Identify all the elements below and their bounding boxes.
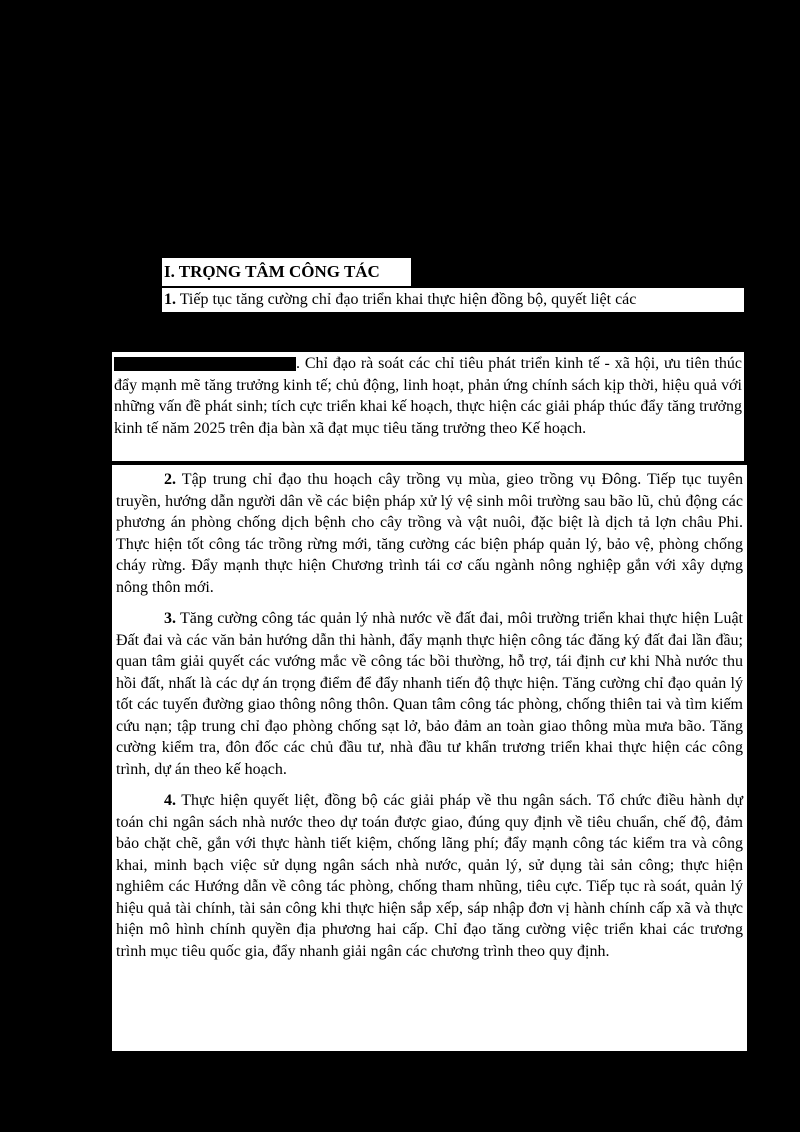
item-1-body-text: . Chỉ đạo rà soát các chỉ tiêu phát triển kinh tế - xã hội, ưu tiên thúc đẩy mạnh mẽ tăng trưởng kinh tế; chủ động, linh hoạt, phản ứng chính sách kịp thời, hiệu quả với những vấn đề phát sinh; tích cực triển khai kế hoạch, thực hiện các giải pháp thúc đẩy tăng trưởng kinh tế năm 2025 trên địa bàn xã đạt mục tiêu tăng trưởng theo Kế hoạch. xyxy=(114,355,742,437)
item-4-paragraph xyxy=(116,790,743,962)
item-1-number: 1. xyxy=(164,291,176,308)
item-2-text: Tập trung chỉ đạo thu hoạch cây trồng vụ mùa, gieo trồng vụ Đông. Tiếp tục tuyên truyền, hướng dẫn người dân về các biện pháp xử lý vệ sinh môi trường sau bão lũ, chủ động các phương án phòng chống dịch bệnh cho cây trồng và vật nuôi, đặc biệt là dịch tả lợn châu Phi. Thực hiện tốt công tác trồng rừng mới, tăng cường các biện pháp quản lý, bảo vệ, phòng chống cháy rừng. Đẩy mạnh thực hiện Chương trình tái cơ cấu ngành nông nghiệp gắn với xây dựng nông thôn mới. xyxy=(116,471,743,596)
item-4-text: Thực hiện quyết liệt, đồng bộ các giải pháp về thu ngân sách. Tổ chức điều hành dự toán chi ngân sách nhà nước theo dự toán được giao, đúng quy định về tiêu chuẩn, chế độ, đảm bảo chặt chẽ, gắn với thực hành tiết kiệm, chống lãng phí; đẩy mạnh công tác kiểm tra và công khai, minh bạch việc sử dụng ngân sách nhà nước, quản lý, sử dụng tài sản công; thực hiện nghiêm các Hướng dẫn về công tác phòng, chống tham nhũng, tiêu cực. Tiếp tục rà soát, quản lý hiệu quả tài chính, tài sản công khi thực hiện sắp xếp, sáp nhập đơn vị hành chính cấp xã và thực hiện mô hình chính quyền địa phương hai cấp. Chỉ đạo tăng cường việc triển khai các trương trình mục tiêu quốc gia, đẩy nhanh giải ngân các chương trình theo quy định. xyxy=(116,792,743,960)
section-title: I. TRỌNG TÂM CÔNG TÁC xyxy=(162,258,411,286)
item-3-number: 3. xyxy=(164,610,176,627)
redaction-block xyxy=(114,357,296,371)
content-block xyxy=(112,465,747,1051)
item-1-heading xyxy=(162,288,744,312)
item-1-body xyxy=(112,352,744,461)
item-2-number: 2. xyxy=(164,471,176,488)
item-2-paragraph xyxy=(116,469,743,598)
item-4-number: 4. xyxy=(164,792,176,809)
item-1-heading-text: Tiếp tục tăng cường chỉ đạo triển khai thực hiện đồng bộ, quyết liệt các xyxy=(179,291,637,308)
item-3-paragraph xyxy=(116,608,743,780)
item-3-text: Tăng cường công tác quản lý nhà nước về đất đai, môi trường triển khai thực hiện Luật Đất đai và các văn bản hướng dẫn thi hành, đẩy mạnh thực hiện công tác đăng ký đất đai lần đầu; quan tâm giải quyết các vướng mắc về công tác bồi thường, hỗ trợ, tái định cư khi Nhà nước thu hồi đất, nhất là các dự án trọng điểm để đẩy nhanh tiến độ thực hiện. Tăng cường chỉ đạo quản lý tốt các tuyến đường giao thông nông thôn. Quan tâm công tác phòng, chống thiên tai và tìm kiếm cứu nạn; tập trung chỉ đạo phòng chống sạt lở, bảo đảm an toàn giao thông mùa mưa bão. Tăng cường kiểm tra, đôn đốc các chủ đầu tư, nhà đầu tư khẩn trương triển khai thực hiện các công trình, dự án theo kế hoạch. xyxy=(116,610,744,778)
